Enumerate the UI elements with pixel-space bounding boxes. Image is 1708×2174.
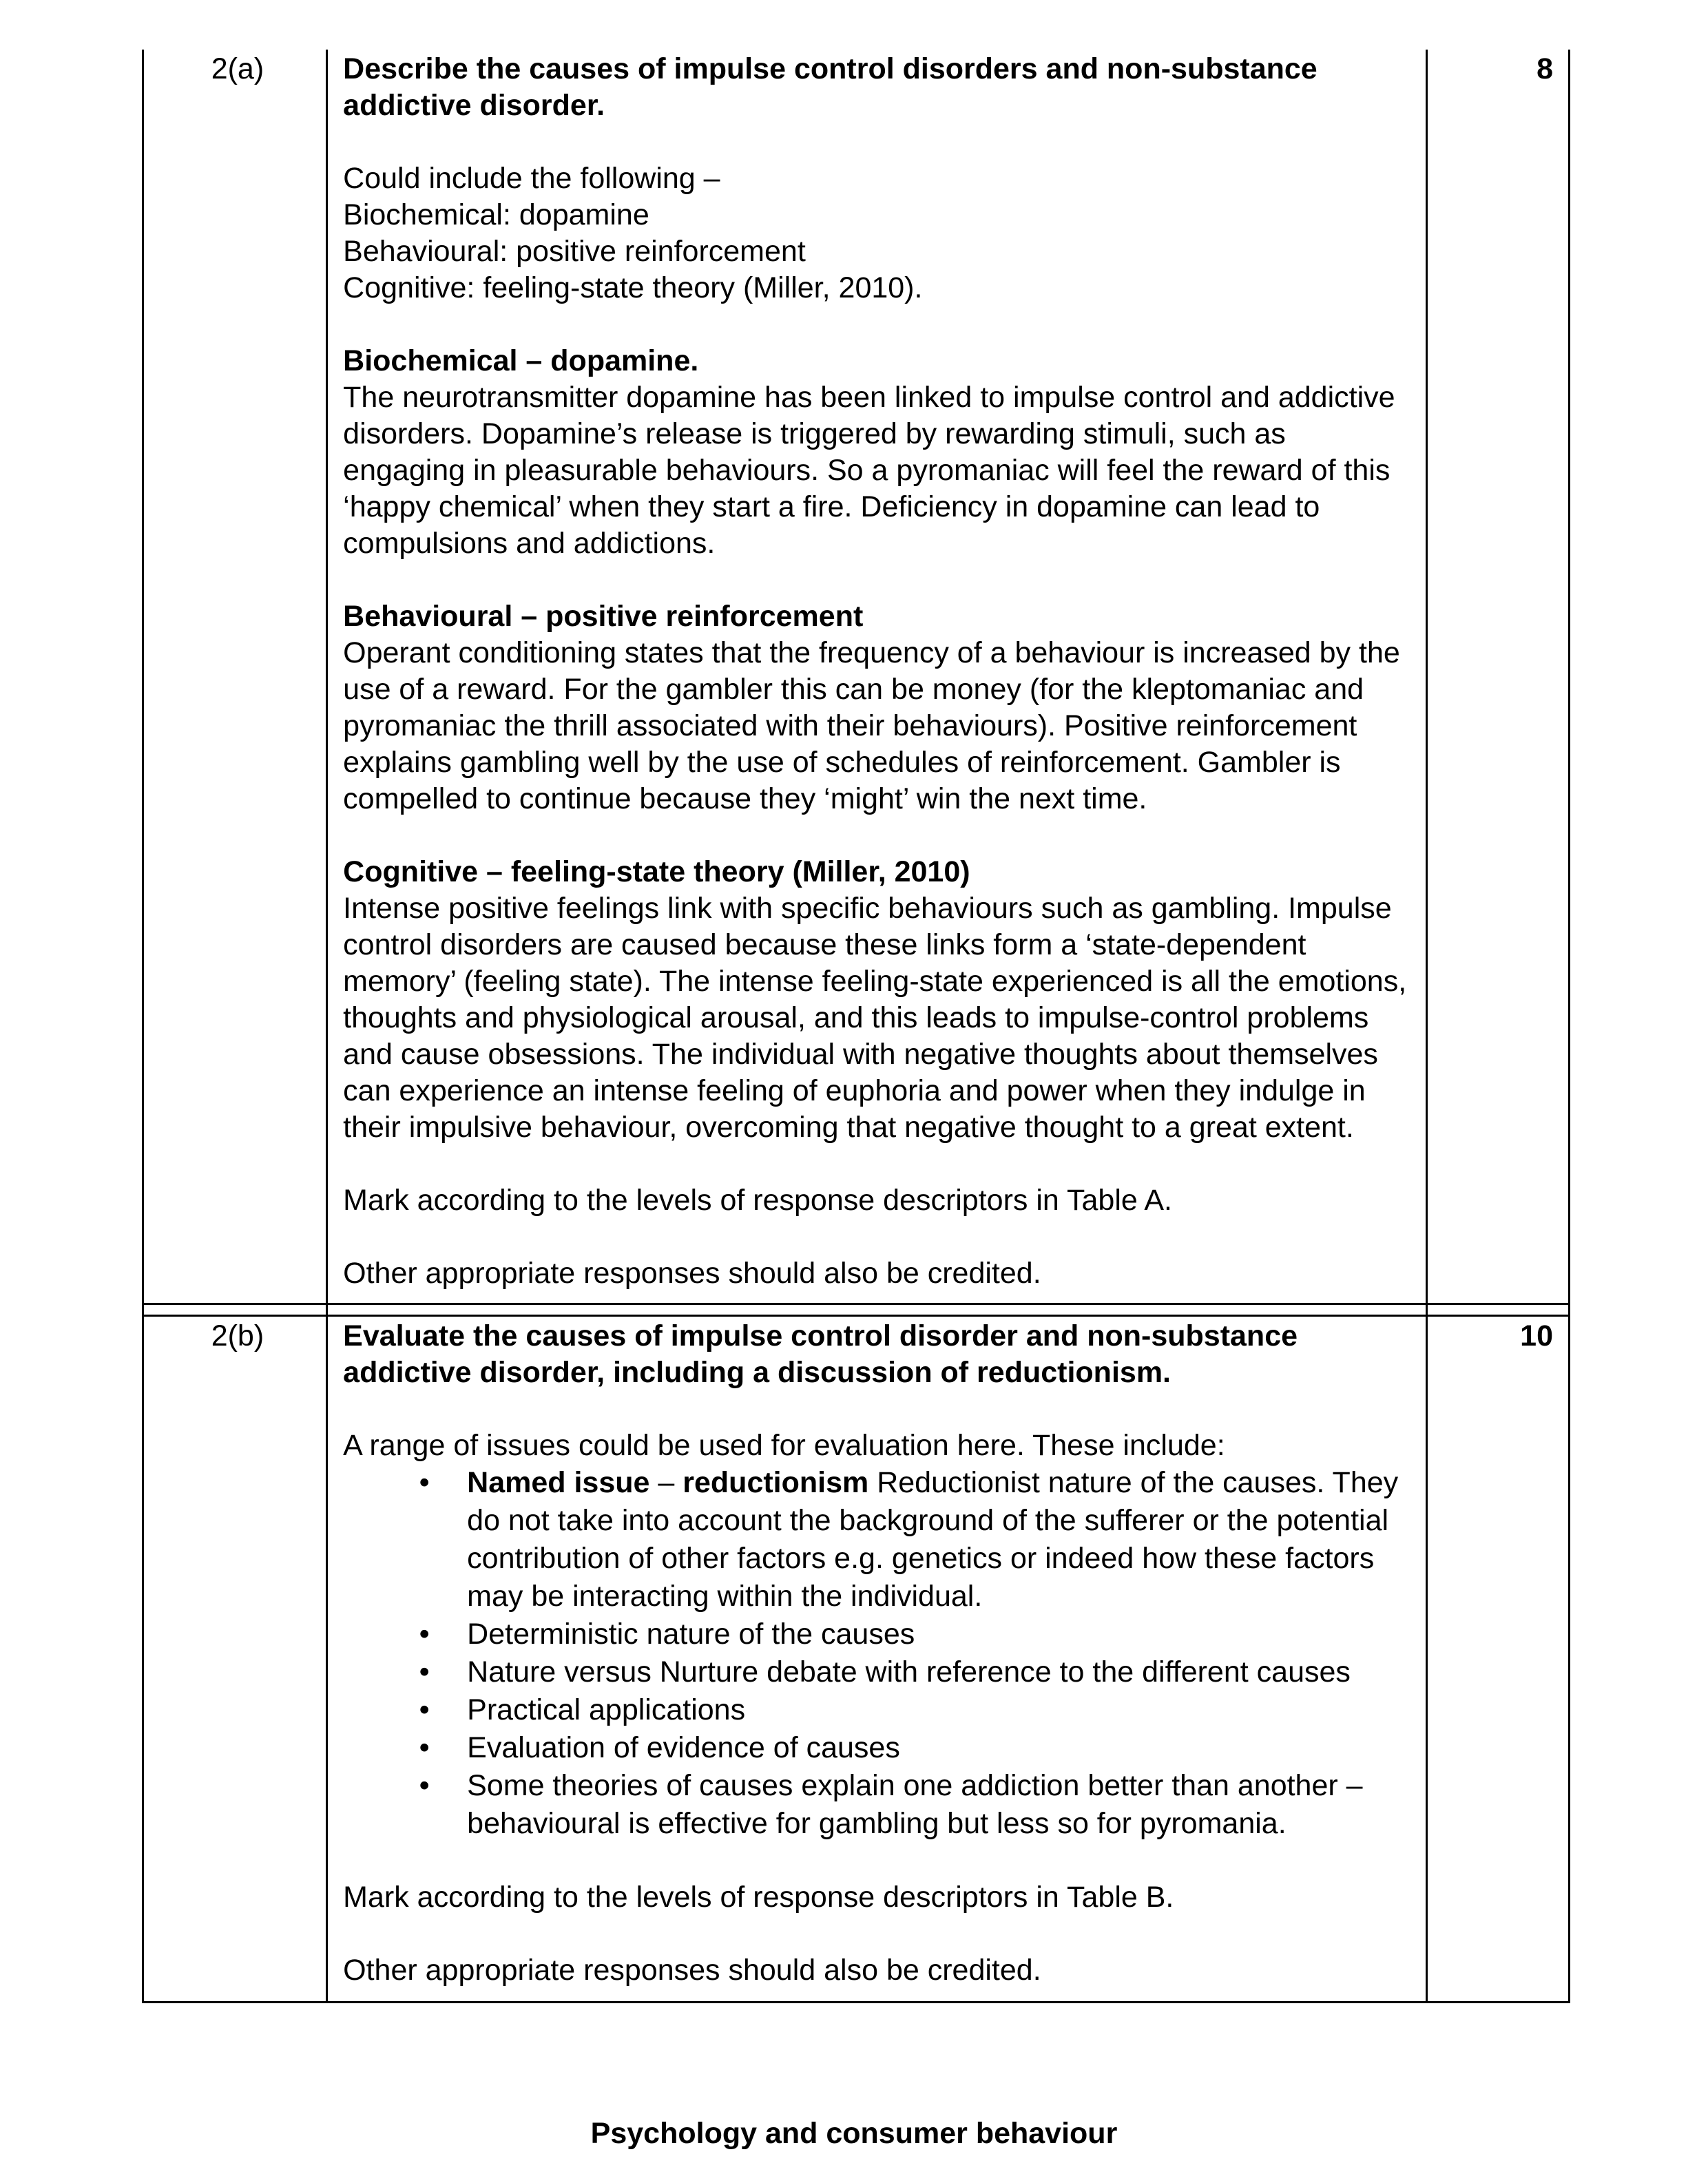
section-heading: Biochemical – dopamine. [343, 344, 699, 377]
list-item-text: Some theories of causes explain one addiction better than another – behavioural is effective for gambling but less so for pyromania. [467, 1769, 1363, 1840]
list-item-text: Deterministic nature of the causes [467, 1618, 915, 1651]
row-separator [143, 1304, 1570, 1316]
list-item [404, 1729, 1412, 1767]
section-heading: Behavioural – positive reinforcement [343, 600, 864, 633]
list-item [404, 1691, 1412, 1729]
bullet-icon: • [419, 1769, 430, 1802]
list-item-text: Nature versus Nurture debate with reference to the different causes [467, 1655, 1351, 1689]
mark-note: Mark according to the levels of response descriptors in Table A. [343, 1184, 1172, 1217]
intro-line: A range of issues could be used for evaluation here. These include: [343, 1429, 1225, 1462]
section-text: Intense positive feelings link with specific behaviours such as gambling. Impulse control disorders are caused because these links form a ‘state-dependent memory’ (feeling state). The intense feeling-state experienced is all the emotions, thoughts and physiological arousal, and this leads to impulse-control problems and cause obsessions. The individual with negative thoughts about themselves can experience an intense feeling of euphoria and power when they indulge in their impulsive behaviour, overcoming that negative thought to a great extent. [343, 892, 1407, 1144]
question-number: 2(a) [143, 50, 327, 1304]
footer-section-title: Psychology and consumer behaviour [590, 2117, 1118, 2150]
list-item-text: Practical applications [467, 1693, 746, 1726]
question-content [327, 50, 1427, 1304]
question-row-2b [143, 1316, 1570, 2003]
bullet-icon: • [419, 1655, 430, 1689]
section-text: The neurotransmitter dopamine has been linked to impulse control and addictive disorders. Dopamine’s release is triggered by rewarding stimuli, such as engaging in pleasurable behaviours. So a pyromaniac will feel the reward of this ‘happy chemical’ when they start a fire. Deficiency in dopamine can lead to compulsions and addictions. [343, 381, 1395, 560]
named-issue-label: Named issue [467, 1466, 650, 1499]
list-item [404, 1616, 1412, 1653]
list-item [404, 1464, 1412, 1616]
named-issue-topic: reductionism [683, 1466, 869, 1499]
list-item [404, 1653, 1412, 1691]
other-note: Other appropriate responses should also be credited. [343, 1257, 1041, 1290]
bullet-icon: • [419, 1731, 430, 1764]
named-issue-text: Reductionist nature of the causes. They do not take into account the background of the sufferer or the potential contribution of other factors e.g. genetics or indeed how these factors may be interacting within the individual. [467, 1466, 1399, 1613]
question-number: 2(b) [143, 1316, 327, 2003]
intro-line: Cognitive: feeling-state theory (Miller, 2010). [343, 271, 923, 304]
other-note: Other appropriate responses should also be credited. [343, 1954, 1041, 1987]
intro-line: Could include the following – [343, 162, 720, 195]
question-marks: 8 [1427, 50, 1570, 1304]
bullet-icon: • [419, 1693, 430, 1726]
intro-line: Behavioural: positive reinforcement [343, 235, 806, 268]
bullet-icon: • [419, 1618, 430, 1651]
question-row-2a [143, 50, 1570, 1304]
bullet-icon: • [419, 1466, 430, 1499]
intro-line: Biochemical: dopamine [343, 198, 649, 231]
mark-scheme-table [142, 50, 1570, 2003]
evaluation-list [343, 1464, 1412, 1843]
list-item-text: Evaluation of evidence of causes [467, 1731, 900, 1764]
question-marks: 10 [1427, 1316, 1570, 2003]
named-issue-dash: – [649, 1466, 683, 1499]
question-text: Evaluate the causes of impulse control disorder and non-substance addictive disorder, including a discussion of reductionism. [343, 1319, 1298, 1389]
question-content [327, 1316, 1427, 2003]
section-heading: Cognitive – feeling-state theory (Miller, 2010) [343, 855, 970, 888]
section-text: Operant conditioning states that the frequency of a behaviour is increased by the use of a reward. For the gambler this can be money (for the kleptomaniac and pyromaniac the thrill associated with their behaviours). Positive reinforcement explains gambling well by the use of schedules of reinforcement. Gambler is compelled to continue because they ‘might’ win the next time. [343, 636, 1400, 815]
list-item [404, 1767, 1412, 1843]
mark-note: Mark according to the levels of response descriptors in Table B. [343, 1881, 1174, 1914]
question-text: Describe the causes of impulse control disorders and non-substance addictive disorder. [343, 52, 1318, 122]
